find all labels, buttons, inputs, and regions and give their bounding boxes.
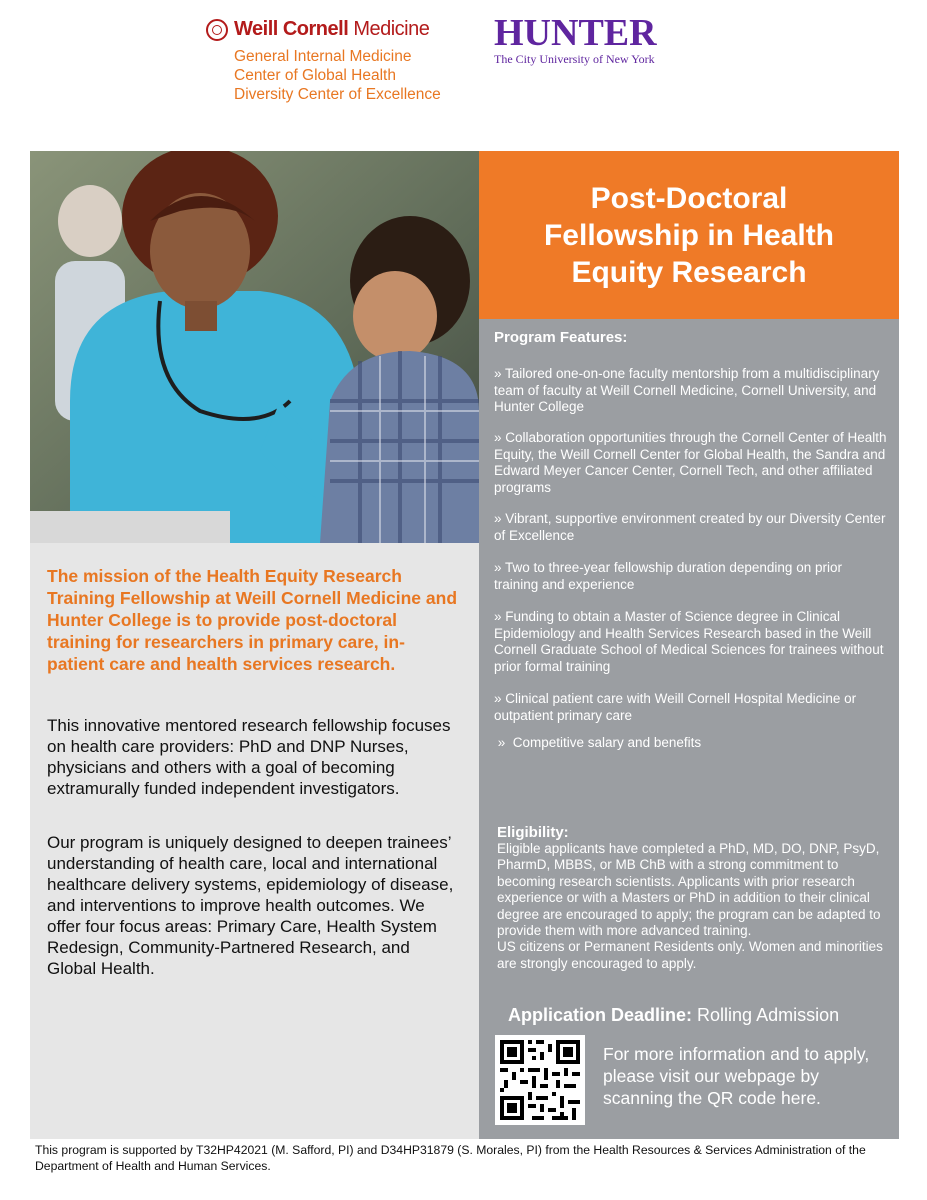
doctor-patient-illustration <box>30 151 479 543</box>
department-line: Diversity Center of Excellence <box>234 86 441 103</box>
wcm-departments <box>234 47 506 104</box>
department-line: General Internal Medicine <box>234 48 412 65</box>
eligibility-text <box>497 841 887 972</box>
department-line: Center of Global Health <box>234 67 396 84</box>
eligibility-note: US citizens or Permanent Residents only. Women and minorities are strongly encouraged to apply. <box>497 939 883 971</box>
program-paragraph: Our program is uniquely designed to deepen trainees’ understanding of health care, local and international healthcare delivery systems, epidemiology of disease, and interventions to improve health outcomes. We offer four focus areas: Primary Care, Health System Redesign, Community-Partnered Research, and Global Health. <box>47 833 454 978</box>
feature-item: » Tailored one-on-one faculty mentorship from a multidisciplinary team of faculty at Weill Cornell Medicine, Cornell University, and Hunter College <box>494 366 880 414</box>
eligibility-heading: Eligibility: <box>497 824 569 841</box>
feature-item: » Clinical patient care with Weill Cornell Hospital Medicine or outpatient primary care <box>494 691 857 723</box>
feature-item: » Funding to obtain a Master of Science degree in Clinical Epidemiology and Health Services Research based in the Weill Cornell Graduate School of Medical Sciences for trainees without prior formal training <box>494 609 884 674</box>
page-title: Post-Doctoral Fellowship in Health Equity Research <box>543 181 835 289</box>
mission-statement: The mission of the Health Equity Research Training Fellowship at Weill Cornell Medicine and Hunter College is to provide post-doctoral training for researchers in primary care, in-patient care and health services research. <box>47 566 458 674</box>
feature-item: » Two to three-year fellowship duration depending on prior training and experience <box>494 560 842 592</box>
funding-footer: This program is supported by T32HP42021 (M. Safford, PI) and D34HP31879 (S. Morales, PI) from the Health Resources & Services Administration of the Department of Health and Human Services. <box>35 1143 866 1173</box>
hunter-name: HUNTER <box>494 12 657 54</box>
application-deadline <box>508 1005 839 1026</box>
hunter-logo <box>494 14 694 67</box>
qr-code-icon <box>495 1035 585 1125</box>
wcm-name: Weill Cornell Medicine <box>234 18 430 40</box>
more-info-text: For more information and to apply, please visit our webpage by scanning the QR code here. <box>603 1044 870 1108</box>
feature-item: » Competitive salary and benefits <box>494 735 702 750</box>
description-paragraph: This innovative mentored research fellowship focuses on health care providers: PhD and DNP Nurses, physicians and others with a goal of becoming extramurally funded independent investigators. <box>47 716 451 798</box>
qr-code[interactable] <box>495 1035 585 1125</box>
feature-item: » Collaboration opportunities through the Cornell Center of Health Equity, the Weill Cornell Center for Global Health, the Sandra and Edward Meyer Cancer Center, Cornell Tech, and other affiliated programs <box>494 430 887 495</box>
deadline-label: Application Deadline: <box>508 1005 693 1025</box>
eligibility-requirements: Eligible applicants have completed a PhD, MD, DO, DNP, PsyD, PharmD, MBBS, or MB ChB with a strong commitment to becoming research scientists. Applicants with prior research experience or with a Masters or PhD in addition to their clinical degree are encouraged to apply; the program can be adapted to provide them with more advanced training. <box>497 841 881 939</box>
deadline-value: Rolling Admission <box>692 1005 840 1025</box>
title-banner <box>479 151 899 319</box>
wcm-title <box>206 18 506 41</box>
wcm-seal-icon <box>206 19 228 41</box>
hero-photo <box>30 151 479 543</box>
feature-item: » Vibrant, supportive environment created by our Diversity Center of Excellence <box>494 511 886 543</box>
hunter-subtitle: The City University of New York <box>494 52 655 66</box>
right-panel <box>479 319 899 1139</box>
features-heading: Program Features: <box>494 329 628 346</box>
weill-cornell-logo <box>206 18 506 104</box>
